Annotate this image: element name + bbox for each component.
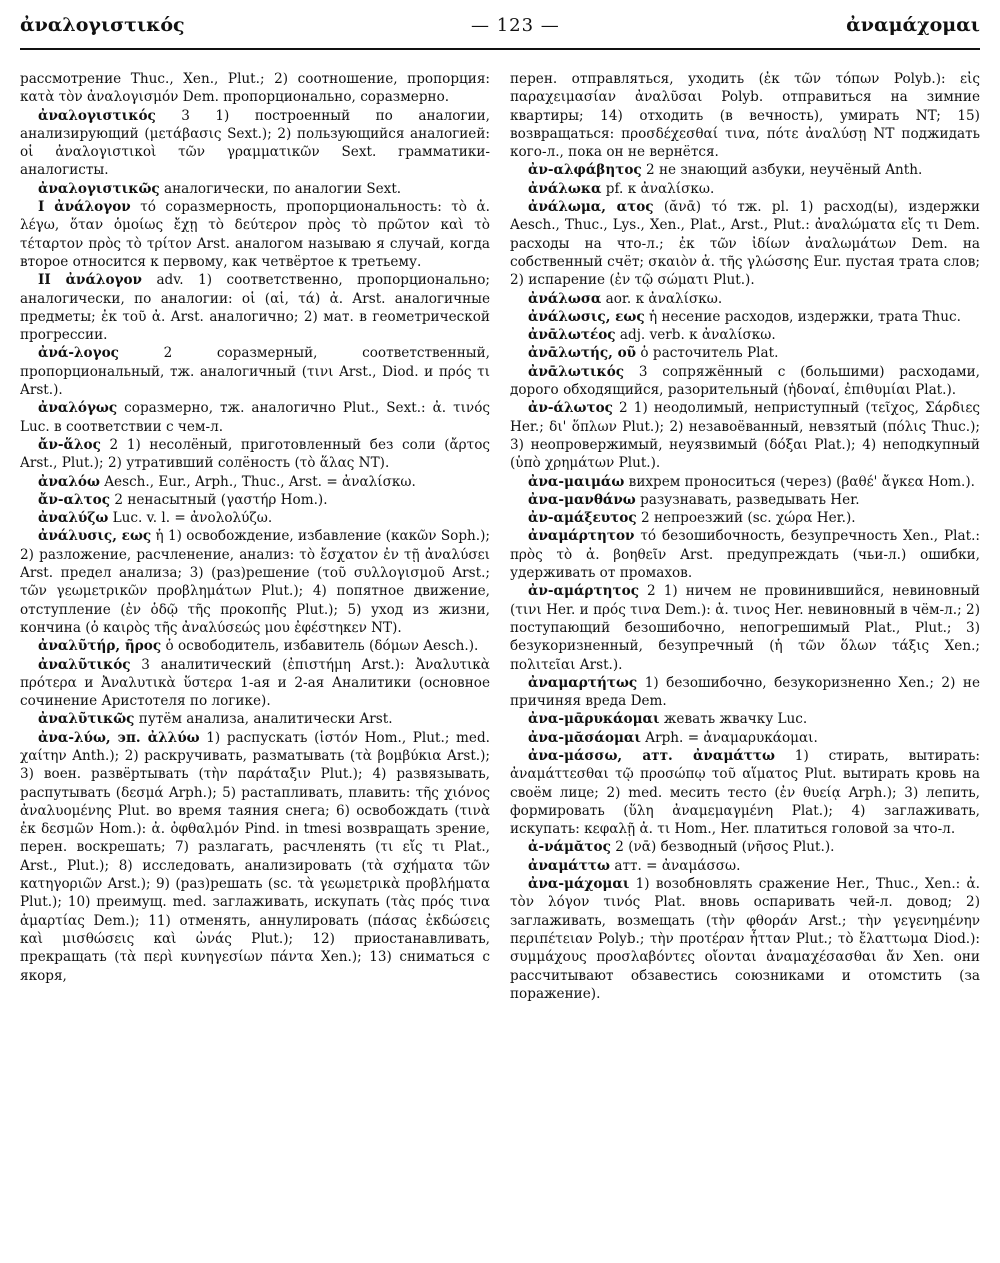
dictionary-entry xyxy=(510,729,980,747)
entry-headword: ἀ-νάμᾰτος xyxy=(528,839,611,856)
dictionary-entry xyxy=(510,491,980,509)
entry-headword: ἀνα-μαιμάω xyxy=(528,473,625,490)
left-column xyxy=(20,70,490,1250)
entry-headword: ἀναλῦτικός xyxy=(38,656,131,673)
entry-definition: 3 сопряжённый с (большими) расходами, дорого обходящийся, разорительный (ἡδοναί, ἐπιθυμίαι Plat.). xyxy=(510,363,980,399)
dictionary-entry xyxy=(510,857,980,875)
dictionary-entry xyxy=(20,491,490,509)
entry-definition: атт. = ἀναμάσσω. xyxy=(610,857,741,874)
dictionary-entry xyxy=(510,582,980,673)
entry-headword: ἀναλῦτικῶς xyxy=(38,711,135,728)
entry-definition: adv. 1) соответственно, пропорционально; аналогически, по аналогии: οἱ (αἱ, τά) ἀ. Arst. аналогичные предметы; ἐκ τοῦ ἀ. Arst. аналогично; 2) мат. в геометрической прогрессии. xyxy=(20,272,490,344)
entry-definition: соразмерно, тж. аналогично Plut., Sext.: ἀ. τινός Luc. в соответствии с чем-л. xyxy=(20,400,490,435)
entry-headword: ἀνάλυσις, εως xyxy=(38,528,152,545)
entry-headword: ἄν-αλτος xyxy=(38,491,111,508)
dictionary-entry xyxy=(20,107,490,180)
dictionary-entry xyxy=(20,399,490,436)
entry-headword: ἀνα-μᾱρυκάομαι xyxy=(528,711,660,728)
entry-definition: 2 (νᾱ) безводный (νῆσος Plut.). xyxy=(610,839,835,856)
entry-definition: ὁ расточитель Plat. xyxy=(636,345,779,362)
entry-definition: pf. к ἀναλίσκω. xyxy=(601,180,715,197)
entry-headword: ἀνα-μάσσω, атт. ἀναμάττω xyxy=(528,747,775,764)
dictionary-entry xyxy=(510,161,980,179)
entry-headword: ἀναλόω xyxy=(38,473,100,490)
entry-headword: ἀνά-λογος xyxy=(38,345,119,362)
dictionary-entry xyxy=(20,729,490,985)
entry-definition: 1) распускать (ἱστόν Hom., Plut.; med. χαίτην Anth.); 2) раскручивать, разматывать (τὰ βομβύκια Arst.); 3) воен. развёртывать (τὴν παράταξιν Plut.); 4) развязывать, распутывать (δεσμά Arph.); 5) растапливать, плавить: τῆς χιόνος ἀναλυομένης Plut. во время таяния снега; 6) освобождать (τινὰ ἐκ δεσμῶν Hom.): ἀ. ὀφθαλμόν Pind. in tmesi возвращать зрение, перен. воскрешать; 7) разлагать, расчленять (τι εἴς τι Plat., Arst., Plut.); 8) исследовать, анализировать (τὰ σχήματα τῶν κατηγοριῶν Arst.); 9) (раз)решать (sc. τὰ γεωμετρικὰ προβλήματα Plut.); 10) преимущ. med. заглаживать, искупать (τὰς πρός τινα ἁμαρτίας Dem.); 11) отменять, аннулировать (πάσας ἐκδώσεις καὶ μισθώσεις καὶ ὠνάς Plut.); 12) приостанавливать, прекращать (τὰ περὶ κυνηγεσίων πάντα Xen.); 13) сниматься с якоря, xyxy=(20,729,490,984)
entry-definition: 2 1) неодолимый, неприступный (τεῖχος, Σάρδιες Her.; δι' ὅπλων Plut.); 2) незавоёванный, невзятый (πόλις Thuc.); 3) неопровержимый, неуязвимый (δόξαι Plat.); 4) неподкупный (ὑπὸ χρημάτων Plut.). xyxy=(510,400,980,472)
right-column xyxy=(510,70,980,1250)
entry-headword: ἀνα-μᾰσάομαι xyxy=(528,729,641,746)
continued-entry-text xyxy=(510,70,980,161)
entry-definition: Aesch., Eur., Arph., Thuc., Arst. = ἀναλίσκω. xyxy=(99,473,416,490)
entry-definition: ἡ несение расходов, издержки, трата Thuc. xyxy=(644,308,961,325)
entry-headword: ἀνάλωσις, εως xyxy=(528,308,645,325)
entry-headword: ἀνα-μανθάνω xyxy=(528,491,636,508)
entry-headword: ἀναλῦτήρ, ῆρος xyxy=(38,638,162,655)
entry-headword: ἀνάλωσα xyxy=(528,290,602,307)
entry-definition: 1) возобновлять сражение Her., Thuc., Xen.: ἀ. τὸν λόγον τινός Plat. вновь оспаривать чей-л. довод; 2) заглаживать, возмещать (τὴν φθοράν Arst.; τὴν γεγενημένην περιπέτειαν Polyb.; τὴν προτέραν ἧτταν Plut.; τὸ ἔλαττωμα Diod.): συμμάχους προσλαβόντες οἴονται ἀναμαχέσασθαι ἄν Xen. они рассчитывают обзавестись союзниками и отомстить (за поражение). xyxy=(510,876,980,1002)
entry-definition: 1) безошибочно, безукоризненно Xen.; 2) не причиняя вреда Dem. xyxy=(510,674,980,710)
dictionary-entry xyxy=(510,308,980,326)
entry-headword: ἀνα-λύω, эп. ἀλλύω xyxy=(38,729,200,746)
entry-headword: ἀναμάττω xyxy=(528,857,611,874)
entry-definition: 1) стирать, вытирать: ἀναμάττεσθαι τῷ προσώπῳ τοῦ αἵματος Plut. вытирать кровь на своём лице; 2) med. месить тесто (ἐν θυείᾳ Arph.); 3) лепить, формировать (ὕλη ἀναμεμαγμένη Plat.); 4) заглаживать, искупать: κεφαλῇ ἀ. τι Hom., Her. платиться головой за что-л. xyxy=(510,747,980,838)
entry-definition: (ᾰνᾱ) τό тж. pl. 1) расход(ы), издержки Aesch., Thuc., Lys., Xen., Plat., Arst., Plut.: ἀναλώματα εἴς τι Dem. расходы на что-л.; ἐκ τῶν ἰδίων ἀναλωμάτων Dem. на собственный счёт; σκαιὸν ἀ. τῆς γλώσσης Eur. пустая трата слов; 2) испарение (ἐν τῷ σώματι Plut.). xyxy=(510,199,980,289)
entry-headword: ἀνάλωμα, ατος xyxy=(528,199,654,216)
dictionary-entry xyxy=(20,527,490,637)
page-header xyxy=(20,14,980,42)
entry-definition: аналогически, по аналогии Sext. xyxy=(159,180,402,197)
dictionary-entry xyxy=(510,290,980,308)
entry-headword: ἀνα-μάχομαι xyxy=(528,876,630,893)
dictionary-entry xyxy=(510,180,980,198)
entry-definition: τό безошибочность, безупречность Xen., Plat.: πρὸς τὸ ἀ. βοηθεῖν Arst. предупреждать (чьи-л.) ошибки, удерживать от промахов. xyxy=(510,528,980,582)
entry-definition: вихрем проноситься (через) (βαθέ' ἄγκεα Hom.). xyxy=(624,473,975,490)
dictionary-entry xyxy=(510,509,980,527)
entry-headword: ἀναμάρτητον xyxy=(528,528,635,545)
dictionary-entry xyxy=(20,271,490,344)
entry-definition: Arph. = ἀναμαρυκάομαι. xyxy=(640,729,818,746)
dictionary-entry xyxy=(510,473,980,491)
dictionary-entry xyxy=(20,436,490,473)
entry-headword: ἀνᾱλωτής, οῦ xyxy=(528,345,637,362)
left-running-headword: ἀναλογιστικός xyxy=(20,14,185,36)
entry-definition: разузнавать, разведывать Her. xyxy=(635,491,860,508)
dictionary-entry xyxy=(510,363,980,400)
entry-definition: 2 1) несолёный, приготовленный без соли (ἄρτος Arst., Plut.); 2) утративший солёность (τὸ ἅλας NT). xyxy=(20,436,490,472)
entry-definition: aor. к ἀναλίσκω. xyxy=(601,290,723,307)
entry-headword: ἀν-αμάρτητος xyxy=(528,583,639,600)
entry-headword: ἀναλόγως xyxy=(38,400,118,417)
columns xyxy=(20,70,980,1250)
dictionary-entry xyxy=(20,637,490,655)
entry-headword: ἀναλύζω xyxy=(38,510,109,527)
entry-definition: перен. отправляться, уходить (ἐκ τῶν τόπων Polyb.): εἰς παραχειμασίαν ἀναλῦσαι Polyb. отправиться на зимние квартиры; 14) отходить (в вечность), умирать NT; 15) возвращаться: προσδέχεσθαί τινα, πότε ἀναλύσῃ NT поджидать кого-л., пока он не вернётся. xyxy=(510,71,980,161)
entry-headword: ἀν-άλωτος xyxy=(528,400,613,417)
entry-headword: ἀνᾱλωτέος xyxy=(528,327,616,344)
entry-definition: τό соразмерность, пропорциональность: τὸ ἀ. λέγω, ὅταν ὁμοίως ἔχῃ τὸ δεύτερον πρὸς τὸ πρῶτον καὶ τὸ τέταρτον πρὸς τὸ τρίτον Arst. аналогом называю я случай, когда второе относится к первому, как четвёртое к третьему. xyxy=(20,199,490,270)
page-number: — 123 — xyxy=(470,15,560,36)
dictionary-entry xyxy=(20,344,490,399)
dictionary-entry xyxy=(510,674,980,711)
dictionary-entry xyxy=(510,838,980,856)
entry-definition: ὁ освободитель, избавитель (δόμων Aesch.). xyxy=(161,638,479,655)
entry-headword: ἄν-ἅλος xyxy=(38,436,101,453)
dictionary-entry xyxy=(20,473,490,491)
entry-headword: ἀνᾱλωτικός xyxy=(528,363,625,380)
entry-headword: ἀναλογιστικῶς xyxy=(38,180,160,197)
entry-headword: ἀναλογιστικός xyxy=(38,107,156,124)
dictionary-entry xyxy=(510,198,980,289)
dictionary-entry xyxy=(510,326,980,344)
entry-definition: 2 не знающий азбуки, неучёный Anth. xyxy=(641,162,923,179)
entry-definition: ἡ 1) освобождение, избавление (κακῶν Soph.); 2) разложение, расчленение, анализ: τὸ ἔσχατον ἐν τῇ ἀναλύσει Arst. предел анализа; 3) (раз)решение (τοῦ συλλογισμοῦ Arst.; τῶν γεωμετρικῶν προβλημάτων Plut.); 4) попятное движение, отступление (ἐν ὁδῷ τῆς προκοπῆς Plut.); 5) уход из жизни, кончина (ὁ καιρὸς τῆς ἀναλύσεώς μου ἐφέστηκεν NT). xyxy=(20,528,490,636)
entry-definition: 2 соразмерный, соответственный, пропорциональный, тж. аналогичный (τινι Arst., Diod. и πρός τι Arst.). xyxy=(20,345,490,399)
dictionary-entry xyxy=(510,875,980,1003)
continued-entry-text xyxy=(20,70,490,107)
dictionary-entry xyxy=(20,509,490,527)
dictionary-entry xyxy=(510,710,980,728)
entry-headword: ἀν-αλφάβητος xyxy=(528,162,642,179)
entry-definition: путём анализа, аналитически Arst. xyxy=(134,711,393,728)
entry-definition: 2 непроезжий (sc. χώρα Her.). xyxy=(636,510,856,527)
dictionary-entry xyxy=(510,527,980,582)
entry-headword: ἀν-αμάξευτος xyxy=(528,510,637,527)
right-running-headword: ἀναμάχομαι xyxy=(846,14,980,36)
dictionary-entry xyxy=(510,399,980,472)
entry-definition: жевать жвачку Luc. xyxy=(659,711,808,728)
dictionary-entry xyxy=(20,198,490,271)
entry-definition: 2 1) ничем не провинившийся, невиновный (τινι Her. и πρός τινα Dem.): ἀ. τινος Her. невиновный в чём-л.; 2) поступающий безошибочно, непогрешимый Plat., Plut.; 3) безукоризненный, безупречный (ἡ τῶν ὅλων τάξις Xen.; πολιτεῖαι Arst.). xyxy=(510,583,980,673)
entry-headword: I ἀνάλογον xyxy=(38,199,131,216)
entry-headword: II ἀνάλογον xyxy=(38,272,142,289)
dictionary-entry xyxy=(510,747,980,838)
entry-headword: ἀνάλωκα xyxy=(528,180,602,197)
entry-definition: рассмотрение Thuc., Xen., Plut.; 2) соотношение, пропорция: κατὰ τὸν ἀναλογισμόν Dem. пропорционально, соразмерно. xyxy=(20,71,490,106)
entry-definition: 3 1) построенный по аналогии, анализирующий (μετάβασις Sext.); 2) пользующийся аналогией: οἱ ἀναλογιστικοὶ τῶν γραμματικῶν Sext. грамматики-аналогисты. xyxy=(20,107,490,179)
dictionary-entry xyxy=(510,344,980,362)
entry-definition: adj. verb. к ἀναλίσκω. xyxy=(615,327,776,344)
dictionary-entry xyxy=(20,710,490,728)
entry-definition: 2 ненасытный (γαστήρ Hom.). xyxy=(110,491,328,508)
header-rule xyxy=(20,48,980,50)
dictionary-entry xyxy=(20,180,490,198)
entry-definition: 3 аналитический (ἐπιστήμη Arst.): Ἀναλυτικὰ πρότερα и Ἀναλυτικὰ ὕστερα 1-ая и 2-ая Аналитики (основное сочинение Аристотеля по логике). xyxy=(20,656,490,710)
dictionary-entry xyxy=(20,656,490,711)
entry-headword: ἀναμαρτήτως xyxy=(528,674,638,691)
entry-definition: Luc. v. l. = ἀνολολύζω. xyxy=(108,510,273,527)
